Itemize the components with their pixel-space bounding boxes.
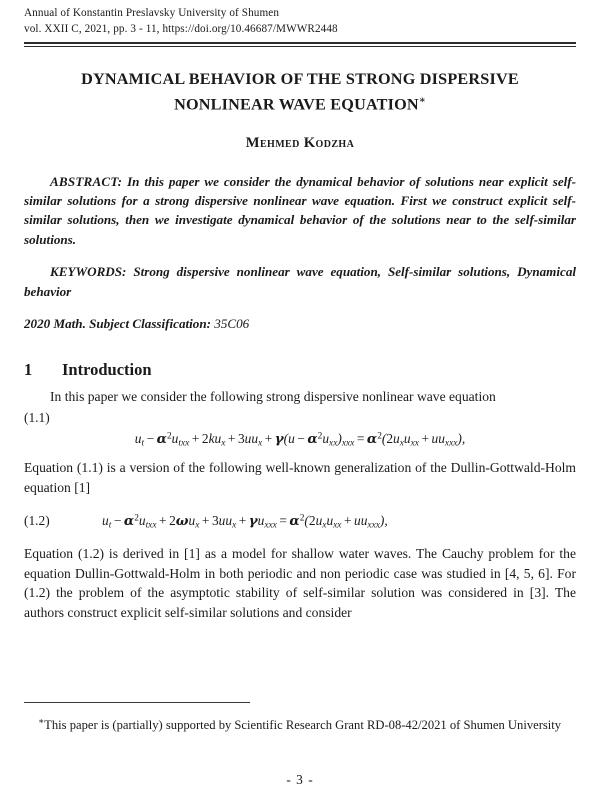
page-title-line2: NONLINEAR WAVE EQUATION [174, 95, 419, 114]
footnote-area [24, 702, 576, 735]
header-divider [24, 42, 576, 47]
page-title-line1: DYNAMICAL BEHAVIOR OF THE STRONG DISPERSIVE [81, 70, 519, 89]
title-footnote-marker: ∗ [418, 95, 426, 107]
keywords-block [24, 262, 576, 301]
equation-2 [24, 509, 576, 533]
keywords-label: KEYWORDS: [50, 264, 127, 280]
footnote-text: This paper is (partially) supported by Scientific Research Grant RD-08-42/2021 of Shumen University [44, 718, 562, 733]
page-title [24, 69, 576, 115]
paragraph-3: Equation (1.2) is derived in [1] as a model for shallow water waves. The Cauchy problem for the equation Dullin-Gottwald-Holm in both periodic and non periodic case was studied in [4, 5, 6]. For (1.2) the problem of the asymptotic stability of self-similar solution was considered in [3]. The authors construct explicit self-similar solutions and consider [24, 546, 576, 620]
abstract-label: ABSTRACT: [50, 173, 123, 189]
classification-code: 35C06 [214, 316, 250, 332]
paragraph-1: In this paper we consider the following strong dispersive nonlinear wave equation [50, 389, 496, 405]
journal-volume-doi: vol. XXII C, 2021, pp. 3 - 11, https://doi.org/10.46687/MWWR2448 [24, 22, 338, 35]
equation-2-body: $u_t - \alpha^2u_{txx} + 2\omega u_x + 3uu_x + \gamma u_{xxx} = \alpha^2(2u_xu_{xx} + uu_{xxx})$, [102, 513, 388, 531]
section-number: 1 [24, 360, 33, 380]
author-name: Mehmed Kodzha [245, 134, 355, 151]
journal-name: Annual of Konstantin Preslavsky University of Shumen [24, 7, 280, 19]
abstract-text: In this paper we consider the dynamical behavior of solutions near explicit self-similar solutions for a strong dispersive nonlinear wave equation. First we construct explicit self-similar solutions, then we investigate dynamical behavior of the solutions near to the self-similar solutions. [24, 173, 576, 247]
footnote-marker: ∗ [38, 716, 45, 726]
footnote-divider [24, 702, 250, 703]
classification-label: 2020 Math. Subject Classification: [24, 316, 211, 332]
keywords-text: Strong dispersive nonlinear wave equation, Self-similar solutions, Dynamical behavior [24, 264, 577, 299]
equation-2-tag: (1.2) [24, 513, 50, 529]
classification-block [24, 314, 576, 333]
equation-1: $u_t - \alpha^2u_{txx} + 2ku_x + 3uu_x + \gamma(u - \alpha^2u_{xx})_{xxx} = \alpha^2(2u_xu_{xx} + uu_{xxx})$, [134, 431, 466, 449]
equation-1-tag: (1.1) [24, 410, 50, 426]
abstract-block [24, 172, 576, 250]
journal-header [24, 0, 576, 37]
footnote [24, 712, 576, 735]
section-heading [24, 359, 576, 380]
page-number: - 3 - [286, 772, 314, 787]
section-title: Introduction [62, 360, 152, 380]
paragraph-2: Equation (1.1) is a version of the following well-known generalization of the Dullin-Gottwald-Holm equation [1] [24, 460, 576, 495]
